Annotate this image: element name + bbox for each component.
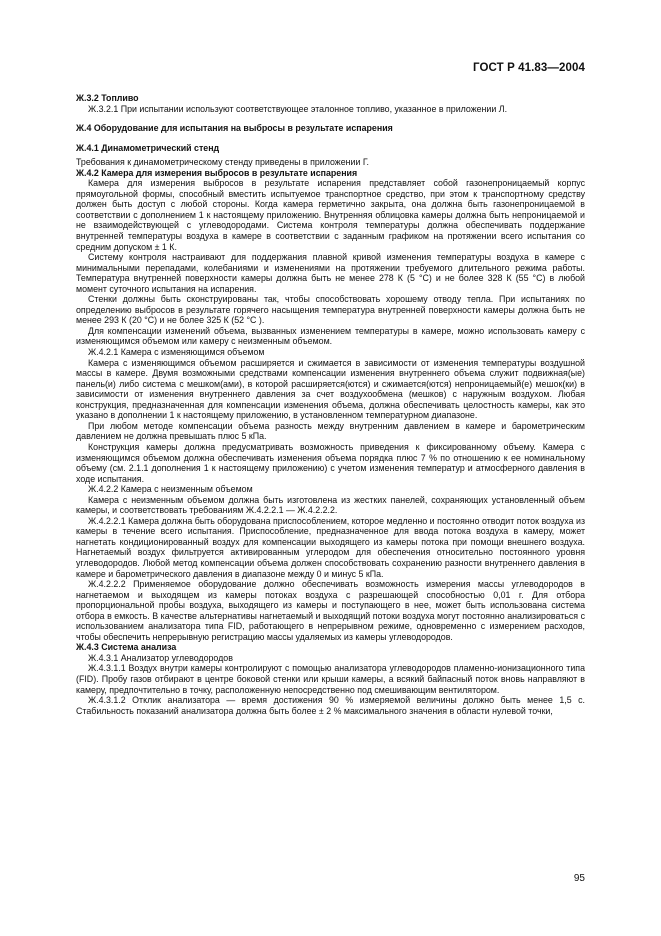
- section-4-2-heading: Ж.4.2 Камера для измерения выбросов в результате испарения: [76, 167, 358, 178]
- clause-4-2-1-heading: Ж.4.2.1 Камера с изменяющимся объемом: [88, 347, 265, 358]
- clause-4-3-1-heading: Ж.4.3.1 Анализатор углеводородов: [88, 652, 233, 663]
- document-code: ГОСТ Р 41.83—2004: [473, 62, 585, 74]
- page-number: 95: [573, 873, 585, 884]
- clause-4-3-1-2: Ж.4.3.1.2 Отклик анализатора — время достижения 90 % измеряемой величины должно быть менее 1,5 с. Стабильность показаний анализатора должна быть более ± 2 % максимального значения в области нулевой точки,: [76, 695, 585, 716]
- section-4-heading: Ж.4 Оборудование для испытания на выбросы в результате испарения: [76, 123, 393, 134]
- paragraph: Камера с изменяющимся объемом расширяется и сжимается в зависимости от изменения температуры воздушной массы в камере. Двумя возможными средствами компенсации изменения внутреннего объема служит подвижная(ые) панель(и) либо система с мешком(ами), в которой расширяется(ются) и сжимается(ются) непроницаемый(е) мешок(ки) в зависимости от изменения внутреннего давления за счет воздухообмена (мешков) с наружным воздухом. Любая конструкция, предназначенная для компенсации изменения объема, должна обеспечивать целостность камеры, как это указано в дополнении 1 к настоящему приложению, в установленном температурном диапазоне.: [76, 357, 585, 421]
- paragraph: Для компенсации изменений объема, вызванных изменением температуры в камере, можно использовать камеру с изменяющимся объемом или камеру с неизменным объемом.: [76, 325, 585, 347]
- section-4-1-heading: Ж.4.1 Динамометрический стенд: [76, 142, 220, 153]
- paragraph: Систему контроля настраивают для поддержания плавной кривой изменения температуры воздуха в камере с минимальными перепадами, колебаниями и изменениями на протяжении требуемого длительного режима работы. Температура внутренней поверхности камеры должна быть не менее 278 К (5 °С) и не более 328 К (55 °С) в любой момент суточного испытания на испарения.: [76, 252, 585, 294]
- paragraph: Стенки должны быть сконструированы так, чтобы способствовать хорошему отводу тепла. При испытаниях по определению выбросов в результате горячего насыщения температура внутренней поверхности камеры должна быть не менее 293 К (20 °С) и не более 325 К (52 °С ).: [76, 294, 585, 326]
- clause-4-2-2-2: Ж.4.2.2.2 Применяемое оборудование должно обеспечивать возможность измерения массы углеводородов в нагнетаемом и выходящем из камеры потоках воздуха с разрешающей способностью 0,01 г. Для отбора пропорциональной пробы воздуха, выходящего из камеры и поступающего в нее, может быть использована система отбора в емкость. В качестве альтернативы нагнетаемый и выходящий потоки воздуха могут постоянно анализироваться с использованием анализатора типа FID, работающего в непрерывном режиме, одновременно с измерением расходов, чтобы обеспечить непрерывную регистрацию массы удаляемых из камеры углеводородов.: [76, 579, 585, 642]
- clause-4-2-2-1: Ж.4.2.2.1 Камера должна быть оборудована приспособлением, которое медленно и постоянно отводит поток воздуха из камеры в течение всего испытания. Приспособление, предназначенное для ввода потока воздуха в камеру, может нагнетать кондиционированный воздух для компенсации выходящего из камеры потока при помощи внешнего воздуха. Нагнетаемый воздух фильтруется активированным углеродом для обеспечения относительно постоянного уровня углеводородов. Любой метод компенсации объема должен способствовать сохранению разности внутреннего давления в камере и барометрического давления в диапазоне между 0 и минус 5 кПа.: [76, 515, 585, 579]
- paragraph: При любом методе компенсации объема разность между внутренним давлением в камере и барометрическим давлением не должна превышать плюс 5 кПа.: [76, 420, 585, 442]
- paragraph: Камера с неизменным объемом должна быть изготовлена из жестких панелей, сохраняющих установленный объем камеры, и соответствовать требованиям Ж.4.2.2.1 — Ж.4.2.2.2.: [76, 494, 585, 516]
- document-body: [76, 93, 585, 716]
- paragraph: Конструкция камеры должна предусматривать возможность приведения к фиксированному объему. Камера с изменяющимся объемом должна обеспечивать изменения объема порядка плюс 7 % по отношению к ее номинальному объему (см. 2.1.1 дополнения 1 к настоящему приложению) с учетом изменения температур и атмосферного давления в ходе испытания.: [76, 441, 585, 484]
- clause-4-3-1-1: Ж.4.3.1.1 Воздух внутри камеры контролируют с помощью анализатора углеводородов пламенно-ионизационного типа (FID). Пробу газов отбирают в центре боковой стенки или крыши камеры, а всякий байпасный поток вновь направляют в камеру, предпочтительно в точку, расположенную непосредственно под смешивающим вентилятором.: [76, 663, 585, 695]
- clause-4-2-2-heading: Ж.4.2.2 Камера с неизменным объемом: [88, 484, 253, 495]
- section-3-2-heading: Ж.3.2 Топливо: [76, 93, 139, 103]
- section-4-1-text: Требования к динамометрическому стенду приведены в приложении Г.: [76, 157, 370, 168]
- section-4-3-heading: Ж.4.3 Система анализа: [76, 642, 177, 653]
- paragraph: Камера для измерения выбросов в результате испарения представляет собой газонепроницаемый корпус прямоугольной формы, способный вместить испытуемое транспортное средство, при этом к транспортному средству должен быть доступ с любой стороны. Когда камера герметично закрыта, она должна быть газонепроницаемой в соответствии с дополнением 1 к настоящему приложению. Внутренняя облицовка камеры должна быть непроницаемой и не взаимодействующей с углеводородами. Система контроля температуры должна обеспечивать поддержание внутренней температуры воздуха в камере в соответствии с заданным графиком на протяжении всего испытания со средним допуском ± 1 К.: [76, 178, 585, 252]
- clause-3-2-1: Ж.3.2.1 При испытании используют соответствующее эталонное топливо, указанное в приложении Л.: [88, 103, 508, 114]
